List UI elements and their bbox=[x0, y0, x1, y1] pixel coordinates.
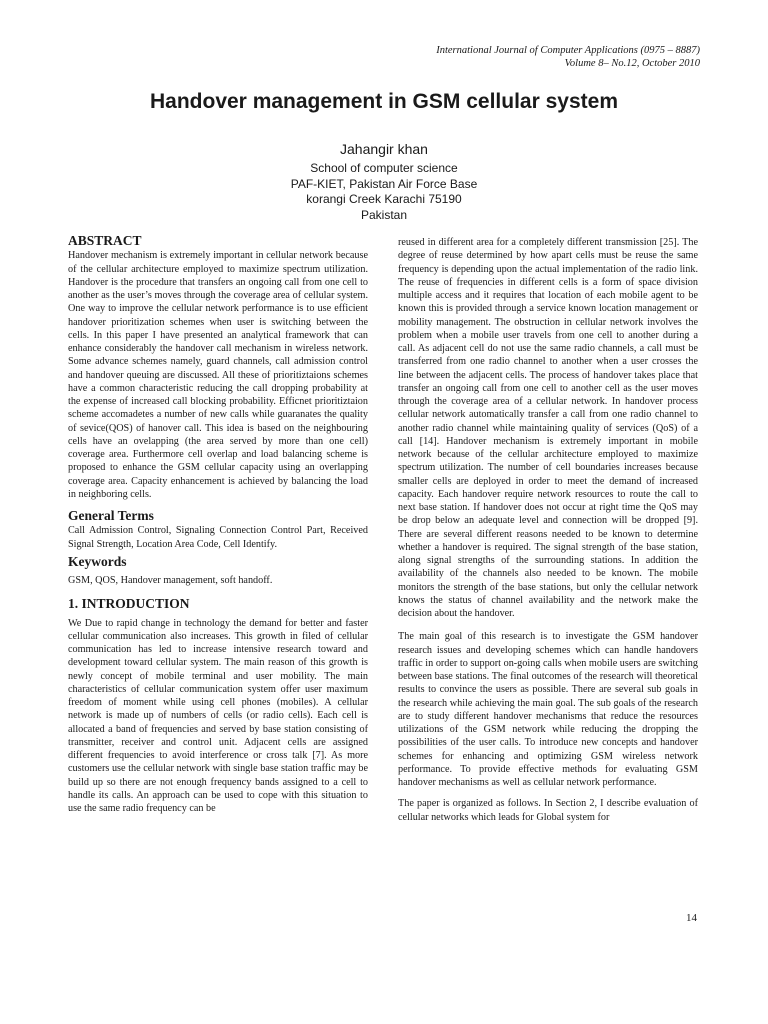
paper-title: Handover management in GSM cellular system bbox=[150, 90, 618, 113]
affiliation-country: Pakistan bbox=[360, 207, 408, 222]
journal-header bbox=[280, 44, 700, 70]
keywords-heading: Keywords bbox=[68, 553, 127, 569]
introduction-heading: 1. INTRODUCTION bbox=[68, 596, 190, 612]
general-terms-text: Call Admission Control, Signaling Connection Control Part, Received Signal Strength, Location Area Code, Cell Identify. bbox=[68, 525, 368, 550]
introduction-text-right-3: The paper is organized as follows. In Section 2, I describe evaluation of cellular networks which leads for Global system for bbox=[398, 798, 698, 823]
keywords-text: GSM, QOS, Handover management, soft handoff. bbox=[68, 575, 273, 586]
affiliation-address: korangi Creek Karachi 75190 bbox=[306, 192, 462, 206]
right-column bbox=[398, 236, 698, 832]
introduction-text-right-1: reused in different area for a completely different transmission [25]. The degree of reuse determined by how apart cells must be reuse the same frequency is depending upon the actual implementation of the radio link. The reuse of frequencies in different cells is a form of space division multiple access and it requires that location of each mobile agent to be known this is provided through a service known location management or mobility management. The obstruction in cellular network involves the problem when a mobile user travels from one cell to another during a call. As adjacent cell do not use the same radio channels, a call must be transferred from one radio channel to another when a user crosses the line between the adjacent cells. The process of handover takes place that transfer an ongoing call from one cell to another cell as the user moves through the coverage area of a cellular network. In handover process cellular network automatically transfer a call from one radio channel to another radio channel while maintaining quality of services (QoS) of a call [14]. Handover mechanism is extremely important in mobile network because of the cellular architecture employed to maximize spectrum utilization. The number of cell boundaries increases because smaller cells are deployed in order to meet the demand of increased capacity. Each handover require network resources to route the call to next base station. If handover does not occur at right time the QoS may be drop below an adequate level and connection will be dropped [9]. There are several different reasons needed to be known to determine whether a handover is required. The signal strength of the base station, along signal strengths of the surrounding stations. In addition the availability of the channels also needed to be known. The mobile monitors the strength of the base stations, but only the cellular network knows the status of channel availability and the network make the decision about the handover. bbox=[398, 237, 698, 619]
journal-volume: Volume 8– No.12, October 2010 bbox=[564, 58, 700, 69]
general-terms-heading: General Terms bbox=[68, 508, 154, 523]
left-column bbox=[68, 234, 368, 823]
page-number: 14 bbox=[686, 912, 697, 924]
affiliation-institute: PAF-KIET, Pakistan Air Force Base bbox=[290, 176, 478, 191]
abstract-text: Handover mechanism is extremely important in cellular network because of the cellular architecture employed to maximize spectrum utilization. Handover is the procedure that transfers an ongoing call from one cell to another as the user’s moves through the coverage area of cellular system. One way to improve the cellular network performance is to use efficient handover prioritization schemes when user is switching between the cells. In this paper I have presented an analytical framework that can enhance considerably the handover call mechanism in wireless network. Some advance schemes namely, guard channels, call admission control and handover queuing are discussed. All these of prioritiztaions schemes have a common characteristic reducing the call dropping probability at the expense of increased call blocking probability. Efficnet prioritiztaion scheme accomadetes a number of new calls while guaranates the quality of sevice(QOS) of hanover call. This idea is based on the neighbouring cells have an ovelapping (the area served by more than one cell) coverage area. Furthermore cell overlap and load balancing scheme is proposed to enhance the GSM cellular capacity using an overlapping coverage area. Capacity enhancement is achieved by balancing the load in neighboring cells. bbox=[68, 250, 368, 500]
journal-name: International Journal of Computer Applications (0975 – 8887) bbox=[436, 45, 700, 56]
affiliation-school: School of computer science bbox=[310, 161, 458, 175]
author-name: Jahangir khan bbox=[340, 141, 428, 157]
introduction-text-right-2: The main goal of this research is to investigate the GSM handover research issues and developing schemes which can handle handovers traffic in order to support on-going calls when mobile users are switching between base stations. The final outcomes of the research will theoretical results to convince the users as possible. There are several sub goals in the research while achieving the main goal. The sub goals of the research are to study different handover mechanisms that reduce the resources utilizations of the GSM network while reducing the dropping the possibilities of the user calls. To introduce new concepts and handover schemes for enhancing and optimizing GSM wireless network performance. To provide effective methods for evaluating GSM handover mechanisms as well as cellular network performance. bbox=[398, 631, 698, 788]
abstract-heading: ABSTRACT bbox=[68, 233, 142, 248]
introduction-text-left: We Due to rapid change in technology the demand for better and faster cellular communication also increases. This growth in filed of cellular communication has led to increase intensive research toward and development toward cellular system. The main reason of this growth is newly concept of mobile terminal and user mobility. The main characteristics of cellular communication system offer user maximum freedom of moment while using cell phones (mobiles). A cellular network is made up of numbers of cells (or radio cells). Each cell is allocated a band of frequencies and served by base station consisting of transmitter, receiver and control unit. Adjacent cells are assigned different frequencies to avoid interference or cross talk [7]. As more customers use the cellular network with single base station traffic may be build up so there are not enough frequency bands assigned to a cell to handle its calls. An approach can be used to cope with this situation to use the same radio frequency can be bbox=[68, 617, 368, 814]
author-block bbox=[0, 140, 768, 223]
